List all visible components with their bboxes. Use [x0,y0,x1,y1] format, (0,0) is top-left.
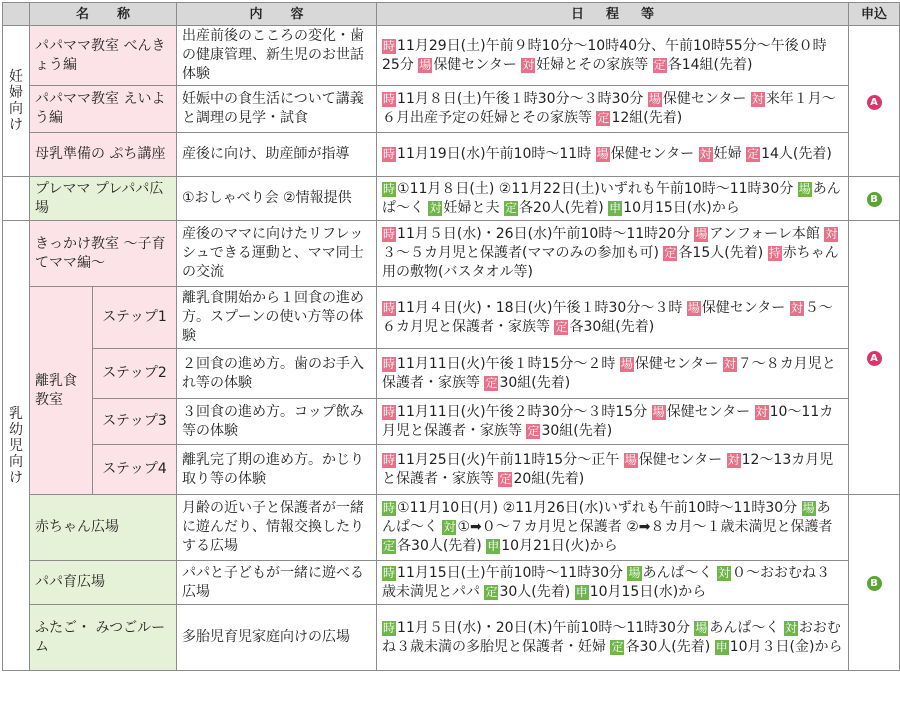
target-tag: 対 [443,520,456,534]
apply-cell [849,221,900,495]
program-schedule: 時 11月29日(土)午前９時10分～10時40分、午前10時55分～午後０時25分 場 保健センター 対 妊婦とその家族等 定 各14組(先着) [377,26,849,86]
apply-tag: 申 [715,639,728,654]
program-name: パパ育広場 [30,561,177,605]
program-schedule: 時 11月11日(火)午後２時30分～３時15分 場 保健センター 対 10～11カ月児と保護者・家族等 定 30組(先着) [377,399,849,445]
place-tag: 場 [695,620,708,635]
target-tag: 対 [755,404,768,419]
time-tag: 時 [383,620,396,635]
header-content: 内容 [177,3,377,26]
program-schedule: 時 11月15日(土)午前10時～11時30分 場 あんぱ～く 対 ０～おおむね３歳未満児とパパ 定 30人(先着) 申 10月15日(水)から [377,561,849,605]
program-schedule: 時 ①11月10日(月) ②11月26日(水)いずれも午前10時～11時30分 場 あんぱ～く 対 ①➡０～７カ月児と保護者 ②➡８カ月～１歳未満児と保護者 定 各30人(先着) 申 10月21日(火)から [377,495,849,561]
capacity-tag: 定 [555,319,568,334]
time-tag: 時 [383,565,396,580]
place-tag: 場 [620,356,633,371]
apply-cell [849,26,900,177]
program-schedule: 時 11月４日(火)・18日(火)午後１時30分～３時 場 保健センター 対 ５～６カ月児と保護者・家族等 定 各30組(先着) [377,287,849,349]
group-label-pregnant: 妊婦向け [3,26,30,177]
table-row [3,399,900,445]
program-name: きっかけ教室 ～子育てママ編～ [30,221,177,287]
header-name: 名称 [30,3,177,26]
apply-cell [849,495,900,671]
program-content: ３回食の進め方。コップ飲み等の体験 [177,399,377,445]
program-name: ふたご・ みつごルーム [30,605,177,671]
table-row [3,349,900,399]
capacity-tag: 定 [527,423,540,438]
step-label: ステップ4 [93,445,177,495]
program-name: パパママ教室 べんきょう編 [30,26,177,86]
place-tag: 場 [628,565,641,580]
program-name: パパママ教室 えいよう編 [30,86,177,133]
step-label: ステップ2 [93,349,177,399]
time-tag: 時 [383,452,396,467]
time-tag: 時 [383,300,396,315]
time-tag: 時 [383,147,396,161]
apply-cell [849,177,900,221]
place-tag: 場 [802,501,815,515]
place-tag: 場 [695,227,708,241]
table-row [3,221,900,287]
group-label-infant: 乳幼児向け [3,221,30,671]
program-content: ２回食の進め方。歯のお手入れ等の体験 [177,349,377,399]
program-schedule: 時 11月５日(水)・26日(水)午前10時～11時20分 場 アンフォーレ本館 対３～５カ月児と保護者(ママのみの参加も可) 定 各15人(先着) 持 赤ちゃん用の敷物(バスタオル等) [377,221,849,287]
time-tag: 時 [383,501,396,515]
capacity-tag: 定 [664,246,677,260]
program-schedule: 時 ①11月８日(土) ②11月22日(土)いずれも午前10時～11時30分 場 あんぱ～く 対 妊婦と夫 定 各20人(先着) 申 10月15日(水)から [377,177,849,221]
program-content: 産後に向け、助産師が指導 [177,133,377,177]
table-row [3,26,900,86]
program-content: 産後のママに向けたリフレッシュできる運動と、ママ同士の交流 [177,221,377,287]
time-tag: 時 [383,356,396,371]
place-tag: 場 [798,181,811,196]
time-tag: 時 [383,181,396,196]
apply-badge-a: A [867,351,882,366]
capacity-tag: 定 [747,147,760,161]
table-row [3,605,900,671]
program-name: プレママ プレパパ広場 [30,177,177,221]
time-tag: 時 [383,404,396,419]
apply-tag: 申 [609,200,622,215]
target-tag: 対 [717,565,730,580]
program-content: 離乳食開始から１回食の進め方。スプーンの使い方等の体験 [177,287,377,349]
capacity-tag: 定 [485,375,498,390]
table-row [3,86,900,133]
header-schedule: 日程等 [377,3,849,26]
time-tag: 時 [383,227,396,241]
table-row [3,177,900,221]
program-content: 月齢の近い子と保護者が一緒に遊んだり、情報交換したりする広場 [177,495,377,561]
table-row [3,495,900,561]
apply-badge-b: B [867,192,882,207]
program-content: 妊娠中の食生活について講義と調理の見学・試食 [177,86,377,133]
capacity-tag: 定 [597,111,610,125]
target-tag: 対 [751,92,764,106]
capacity-tag: 定 [499,471,512,486]
target-tag: 対 [727,452,740,467]
place-tag: 場 [687,300,700,315]
table-row [3,287,900,349]
target-tag: 対 [825,227,838,241]
program-schedule: 時 11月５日(水)・20日(木)午前10時～11時30分 場 あんぱ～く 対 おおむね３歳未満の多胎児と保護者・妊婦 定 各30人(先着) 申 10月３日(金)から [377,605,849,671]
capacity-tag: 定 [383,539,396,553]
place-tag: 場 [596,147,609,161]
program-schedule: 時 11月８日(土)午後１時30分～３時30分 場 保健センター 対 来年１月～６月出産予定の妊婦とその家族等 定 12組(先着) [377,86,849,133]
schedule-table [2,2,900,671]
program-schedule: 時 11月11日(火)午後１時15分～２時 場 保健センター 対 ７～８カ月児と保護者・家族等 定 30組(先着) [377,349,849,399]
program-content: ①おしゃべり会 ②情報提供 [177,177,377,221]
header-apply: 申込 [849,3,900,26]
program-name: 赤ちゃん広場 [30,495,177,561]
program-schedule: 時 11月19日(水)午前10時～11時 場 保健センター 対 妊婦 定 14人(先着) [377,133,849,177]
program-content: 出産前後のこころの変化・歯の健康管理、新生児のお世話体験 [177,26,377,86]
table-row [3,445,900,495]
capacity-tag: 定 [485,584,498,599]
program-content: 離乳完了期の進め方。かじり取り等の体験 [177,445,377,495]
program-name: 離乳食教室 [30,287,93,495]
program-schedule: 時 11月25日(火)午前11時15分～正午 場 保健センター 対 12～13カ月児と保護者・家族等 定 20組(先着) [377,445,849,495]
capacity-tag: 定 [653,57,666,72]
step-label: ステップ3 [93,399,177,445]
apply-badge-b: B [867,576,882,591]
place-tag: 場 [624,452,637,467]
bring-tag: 持 [768,246,781,260]
capacity-tag: 定 [611,639,624,654]
time-tag: 時 [383,38,396,53]
target-tag: 対 [429,200,442,215]
target-tag: 対 [699,147,712,161]
header-row [3,3,900,26]
time-tag: 時 [383,92,396,106]
program-content: パパと子どもが一緒に遊べる広場 [177,561,377,605]
target-tag: 対 [790,300,803,315]
target-tag: 対 [723,356,736,371]
table-row [3,133,900,177]
target-tag: 対 [522,57,535,72]
table-row [3,561,900,605]
capacity-tag: 定 [504,200,517,215]
apply-badge-a: A [867,95,882,110]
place-tag: 場 [419,57,432,72]
program-name: 母乳準備の ぷち講座 [30,133,177,177]
place-tag: 場 [648,92,661,106]
target-tag: 対 [784,620,797,635]
step-label: ステップ1 [93,287,177,349]
place-tag: 場 [652,404,665,419]
apply-tag: 申 [487,539,500,553]
program-content: 多胎児育児家庭向けの広場 [177,605,377,671]
apply-tag: 申 [575,584,588,599]
